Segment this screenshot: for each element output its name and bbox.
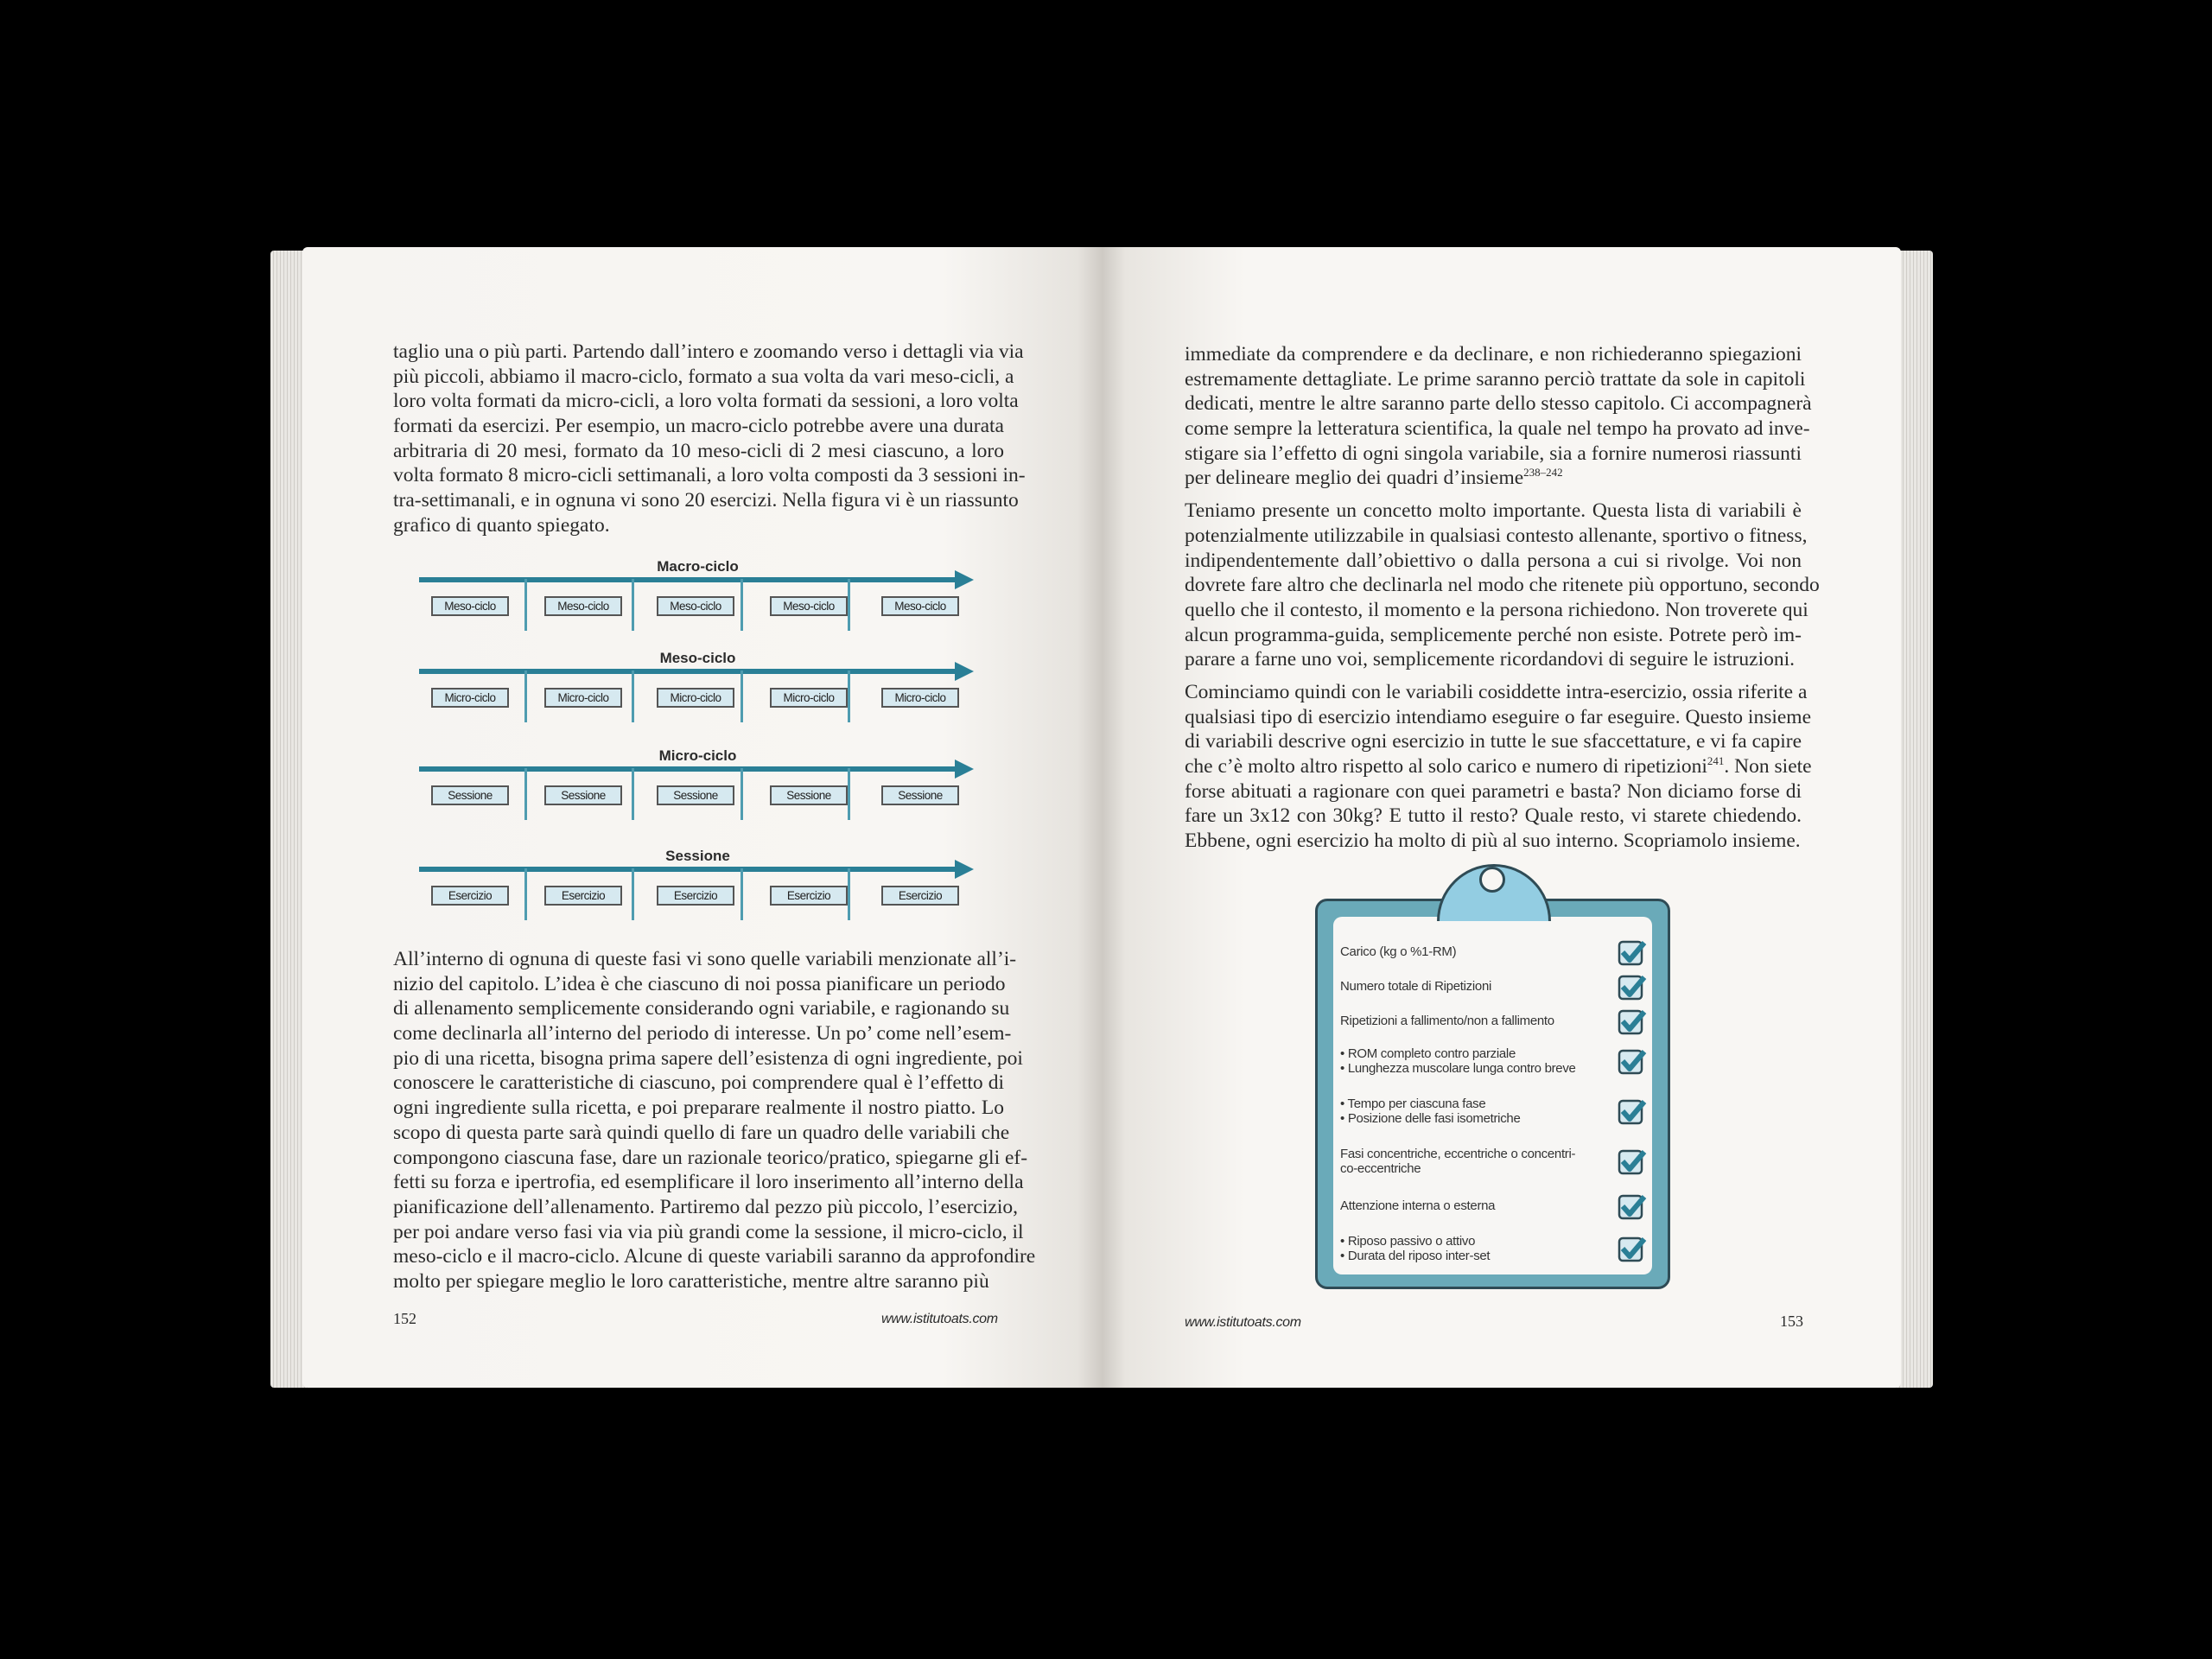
checklist-item	[1340, 1147, 1617, 1176]
diagram-box: Esercizio	[770, 886, 848, 906]
text-line: Ebbene, ogni esercizio ha molto di più al suo interno. Scopriamolo insieme.	[1185, 830, 1801, 853]
text-line: fare un 3x12 con 30kg? E tutto il resto? Quale resto, vi starete chiedendo.	[1185, 804, 1802, 828]
text-line-body: che c’è molto altro rispetto al solo carico e numero di ripetizioni	[1185, 755, 1707, 778]
timeline-divider	[848, 768, 850, 820]
arrowhead-icon	[955, 570, 974, 589]
diagram-box: Sessione	[431, 785, 509, 805]
text-line: scopo di questa parte sarà quindi quello di fare un quadro delle variabili che	[393, 1121, 1010, 1144]
text-line: arbitraria di 20 mesi, formato da 10 meso-cicli di 2 mesi ciascuno, a loro	[393, 439, 1004, 462]
page-number-right: 153	[1780, 1313, 1803, 1330]
diagram-row	[419, 848, 976, 943]
diagram-box: Esercizio	[544, 886, 622, 906]
diagram-row	[419, 747, 976, 842]
checkbox-checked-icon	[1618, 1048, 1643, 1072]
checklist-item-text: • Durata del riposo inter-set	[1340, 1249, 1491, 1263]
diagram-row-title: Meso-ciclo	[659, 650, 736, 666]
citation-ref: 238–242	[1523, 466, 1563, 480]
checklist-item	[1340, 944, 1617, 959]
text-line: tra-settimanali, e in ognuna vi sono 20 esercizi. Nella figura vi è un riassunto	[393, 489, 1019, 512]
footer-url-right: www.istitutoats.com	[1185, 1315, 1301, 1330]
text-line: dovrete fare altro che declinarla nel modo che ritenete più opportuno, secondo	[1185, 574, 1820, 597]
diagram-box: Micro-ciclo	[770, 688, 848, 708]
timeline-arrow	[419, 867, 963, 872]
diagram-box: Meso-ciclo	[544, 596, 622, 616]
checklist-item-text: Carico (kg o %1-RM)	[1340, 944, 1457, 959]
diagram-box: Micro-ciclo	[657, 688, 734, 708]
text-line: conoscere le caratteristiche di ciascuno, poi comprendere qual è l’effetto di	[393, 1071, 1004, 1095]
text-line: più piccoli, abbiamo il macro-ciclo, formato a sua volta da vari meso-cicli, a	[393, 365, 1014, 388]
text-line: Teniamo presente un concetto molto importante. Questa lista di variabili è	[1185, 499, 1802, 523]
paragraph	[393, 947, 1036, 1294]
checklist-item-text: Ripetizioni a fallimento/non a fallimento	[1340, 1014, 1554, 1028]
text-line: potenzialmente utilizzabile in qualsiasi contesto allenante, sportivo o fitness,	[1185, 524, 1808, 547]
text-line: stigare sia l’effetto di ogni singola variabile, sia a fornire numerosi riassunti	[1185, 442, 1802, 465]
text-line: qualsiasi tipo di esercizio intendiamo eseguire o far eseguire. Questo insieme	[1185, 705, 1812, 728]
checklist-item	[1340, 1014, 1617, 1028]
text-line-body: per delineare meglio dei quadri d’insieme	[1185, 467, 1524, 490]
page-edges-left	[270, 251, 307, 1388]
diagram-box: Meso-ciclo	[770, 596, 848, 616]
diagram-box: Esercizio	[657, 886, 734, 906]
diagram-row	[419, 650, 976, 745]
checklist-item	[1340, 1234, 1617, 1263]
diagram-box: Esercizio	[881, 886, 959, 906]
checkbox-checked-icon	[1618, 939, 1643, 963]
text-line: nizio del capitolo. L’idea è che ciascuno di noi possa pianificare un periodo	[393, 972, 1006, 995]
checklist-item-text: • Lunghezza muscolare lunga contro breve	[1340, 1061, 1576, 1076]
periodization-diagram	[419, 553, 976, 925]
checklist-item-text: co-eccentriche	[1340, 1161, 1421, 1176]
text-line: fetti su forza e ipertrofia, ed esemplificare il loro inserimento all’interno della	[393, 1171, 1024, 1194]
text-line: Cominciamo quindi con le variabili cosiddette intra-esercizio, ossia riferite a	[1185, 680, 1808, 703]
text-line: quello che il contesto, il momento e la persona richiedono. Non troverete qui	[1185, 598, 1808, 621]
timeline-divider	[524, 579, 527, 631]
timeline-arrow	[419, 766, 963, 772]
text-line: indipendentemente dall’obiettivo o dalla persona a cui si rivolge. Voi non	[1185, 549, 1802, 572]
checkbox-checked-icon	[1618, 1008, 1643, 1033]
checkbox-checked-icon	[1618, 1148, 1643, 1173]
citation-ref: 241	[1707, 754, 1725, 767]
timeline-divider	[741, 868, 743, 920]
text-line: estremamente dettagliate. Le prime saranno perciò trattate da sole in capitoli	[1185, 367, 1806, 391]
timeline-divider	[848, 579, 850, 631]
checklist-item-text: Fasi concentriche, eccentriche o concentri-	[1340, 1147, 1576, 1161]
timeline-divider	[632, 868, 634, 920]
left-paragraph-1	[393, 340, 1026, 546]
text-line: taglio una o più parti. Partendo dall’intero e zoomando verso i dettagli via via	[393, 340, 1024, 363]
checklist-item-text: Numero totale di Ripetizioni	[1340, 979, 1492, 994]
clipboard-hole	[1479, 867, 1505, 893]
left-paragraph-2	[393, 947, 1036, 1302]
text-line: per poi andare verso fasi via via più grandi come la sessione, il micro-ciclo, il	[393, 1220, 1024, 1243]
paragraph	[1185, 342, 1812, 491]
diagram-box: Micro-ciclo	[881, 688, 959, 708]
page-edges-right	[1897, 251, 1933, 1388]
text-line: pio di una ricetta, bisogna prima sapere dell’esistenza di ogni ingrediente, poi	[393, 1046, 1023, 1070]
text-line: pianificazione dell’allenamento. Partiremo dal pezzo più piccolo, l’esercizio,	[393, 1195, 1018, 1218]
text-line: meso-ciclo e il macro-ciclo. Alcune di queste variabili saranno da approfondire	[393, 1245, 1036, 1268]
checklist-item-text: • ROM completo contro parziale	[1340, 1046, 1516, 1061]
diagram-box: Sessione	[881, 785, 959, 805]
checklist-item	[1340, 979, 1617, 994]
diagram-box: Micro-ciclo	[544, 688, 622, 708]
text-line: compongono ciascuna fase, dare un razionale teorico/pratico, spiegarne gli ef-	[393, 1146, 1028, 1169]
diagram-box: Meso-ciclo	[881, 596, 959, 616]
right-text	[1185, 342, 1820, 861]
checklist-item-text: • Posizione delle fasi isometriche	[1340, 1111, 1521, 1126]
text-line: come sempre la letteratura scientifica, la quale nel tempo ha provato ad inve-	[1185, 417, 1810, 441]
text-line: ogni ingrediente sulla ricetta, e poi preparare realmente il nostro piatto. Lo	[393, 1096, 1004, 1120]
text-line: molto per spiegare meglio le loro caratteristiche, mentre altre saranno più	[393, 1269, 989, 1293]
text-line: di allenamento semplicemente considerando ogni variabile, e ragionando su	[393, 997, 1010, 1020]
paragraph	[393, 340, 1026, 538]
checklist-item	[1340, 1096, 1617, 1126]
timeline-divider	[848, 868, 850, 920]
diagram-box: Micro-ciclo	[431, 688, 509, 708]
timeline-divider	[741, 671, 743, 722]
text-line: forse abituati a ragionare con quei parametri e basta? Non diciamo forse di	[1185, 779, 1802, 803]
text-line: di variabili descrive ogni esercizio in tutte le sue sfaccettature, e vi fa capire	[1185, 730, 1802, 753]
diagram-row-title: Macro-ciclo	[657, 558, 739, 575]
timeline-divider	[741, 579, 743, 631]
arrowhead-icon	[955, 760, 974, 779]
checklist-item-text: • Riposo passivo o attivo	[1340, 1234, 1476, 1249]
text-line: alcun programma-guida, semplicemente perché non esiste. Potrete però im-	[1185, 623, 1802, 646]
footer-url-left: www.istitutoats.com	[881, 1312, 998, 1326]
timeline-arrow	[419, 669, 963, 674]
checklist-item	[1340, 1198, 1617, 1213]
checklist-item	[1340, 1046, 1617, 1076]
diagram-box: Sessione	[657, 785, 734, 805]
diagram-box: Sessione	[544, 785, 622, 805]
text-line	[1185, 466, 1802, 491]
text-line: loro volta formati da micro-cicli, a loro volta formati da sessioni, a loro volta	[393, 390, 1019, 413]
timeline-divider	[632, 671, 634, 722]
paragraph	[1185, 680, 1812, 854]
timeline-divider	[741, 768, 743, 820]
diagram-box: Sessione	[770, 785, 848, 805]
diagram-row	[419, 558, 976, 653]
diagram-box: Meso-ciclo	[431, 596, 509, 616]
text-line: immediate da comprendere e da declinare, e non richiederanno spiegazioni	[1185, 343, 1802, 365]
arrowhead-icon	[955, 860, 974, 879]
timeline-divider	[524, 768, 527, 820]
diagram-row-title: Micro-ciclo	[658, 747, 737, 764]
text-line-tail: . Non siete	[1724, 755, 1812, 778]
arrowhead-icon	[955, 662, 974, 681]
checkbox-checked-icon	[1618, 974, 1643, 998]
timeline-divider	[524, 868, 527, 920]
text-line: parare a farne uno voi, semplicemente ricordandovi di seguire le istruzioni.	[1185, 648, 1796, 671]
checkbox-checked-icon	[1618, 1236, 1643, 1260]
text-line: come declinarla all’interno del periodo di interesse. Un po’ come nell’esem-	[393, 1022, 1012, 1046]
diagram-box: Meso-ciclo	[657, 596, 734, 616]
diagram-row-title: Sessione	[665, 848, 730, 864]
text-line: volta formato 8 micro-cicli settimanali, a loro volta composti da 3 sessioni in-	[393, 464, 1026, 487]
timeline-divider	[524, 671, 527, 722]
checkbox-checked-icon	[1618, 1098, 1643, 1122]
text-line	[1185, 754, 1812, 779]
checklist-item-text: • Tempo per ciascuna fase	[1340, 1096, 1486, 1111]
diagram-box: Esercizio	[431, 886, 509, 906]
text-line: dedicati, mentre le altre saranno parte dello stesso capitolo. Ci accompagnerà	[1185, 392, 1812, 416]
text-line: formati da esercizi. Per esempio, un macro-ciclo potrebbe avere una durata	[393, 415, 1004, 438]
timeline-divider	[632, 768, 634, 820]
text-line: All’interno di ognuna di queste fasi vi sono quelle variabili menzionate all’i-	[393, 948, 1017, 970]
page-number-left: 152	[393, 1310, 416, 1327]
timeline-divider	[848, 671, 850, 722]
text-line: grafico di quanto spiegato.	[393, 513, 610, 537]
checkbox-checked-icon	[1618, 1193, 1643, 1217]
paragraph	[1185, 499, 1820, 672]
checklist-item-text: Attenzione interna o esterna	[1340, 1198, 1496, 1213]
timeline-arrow	[419, 577, 963, 582]
timeline-divider	[632, 579, 634, 631]
